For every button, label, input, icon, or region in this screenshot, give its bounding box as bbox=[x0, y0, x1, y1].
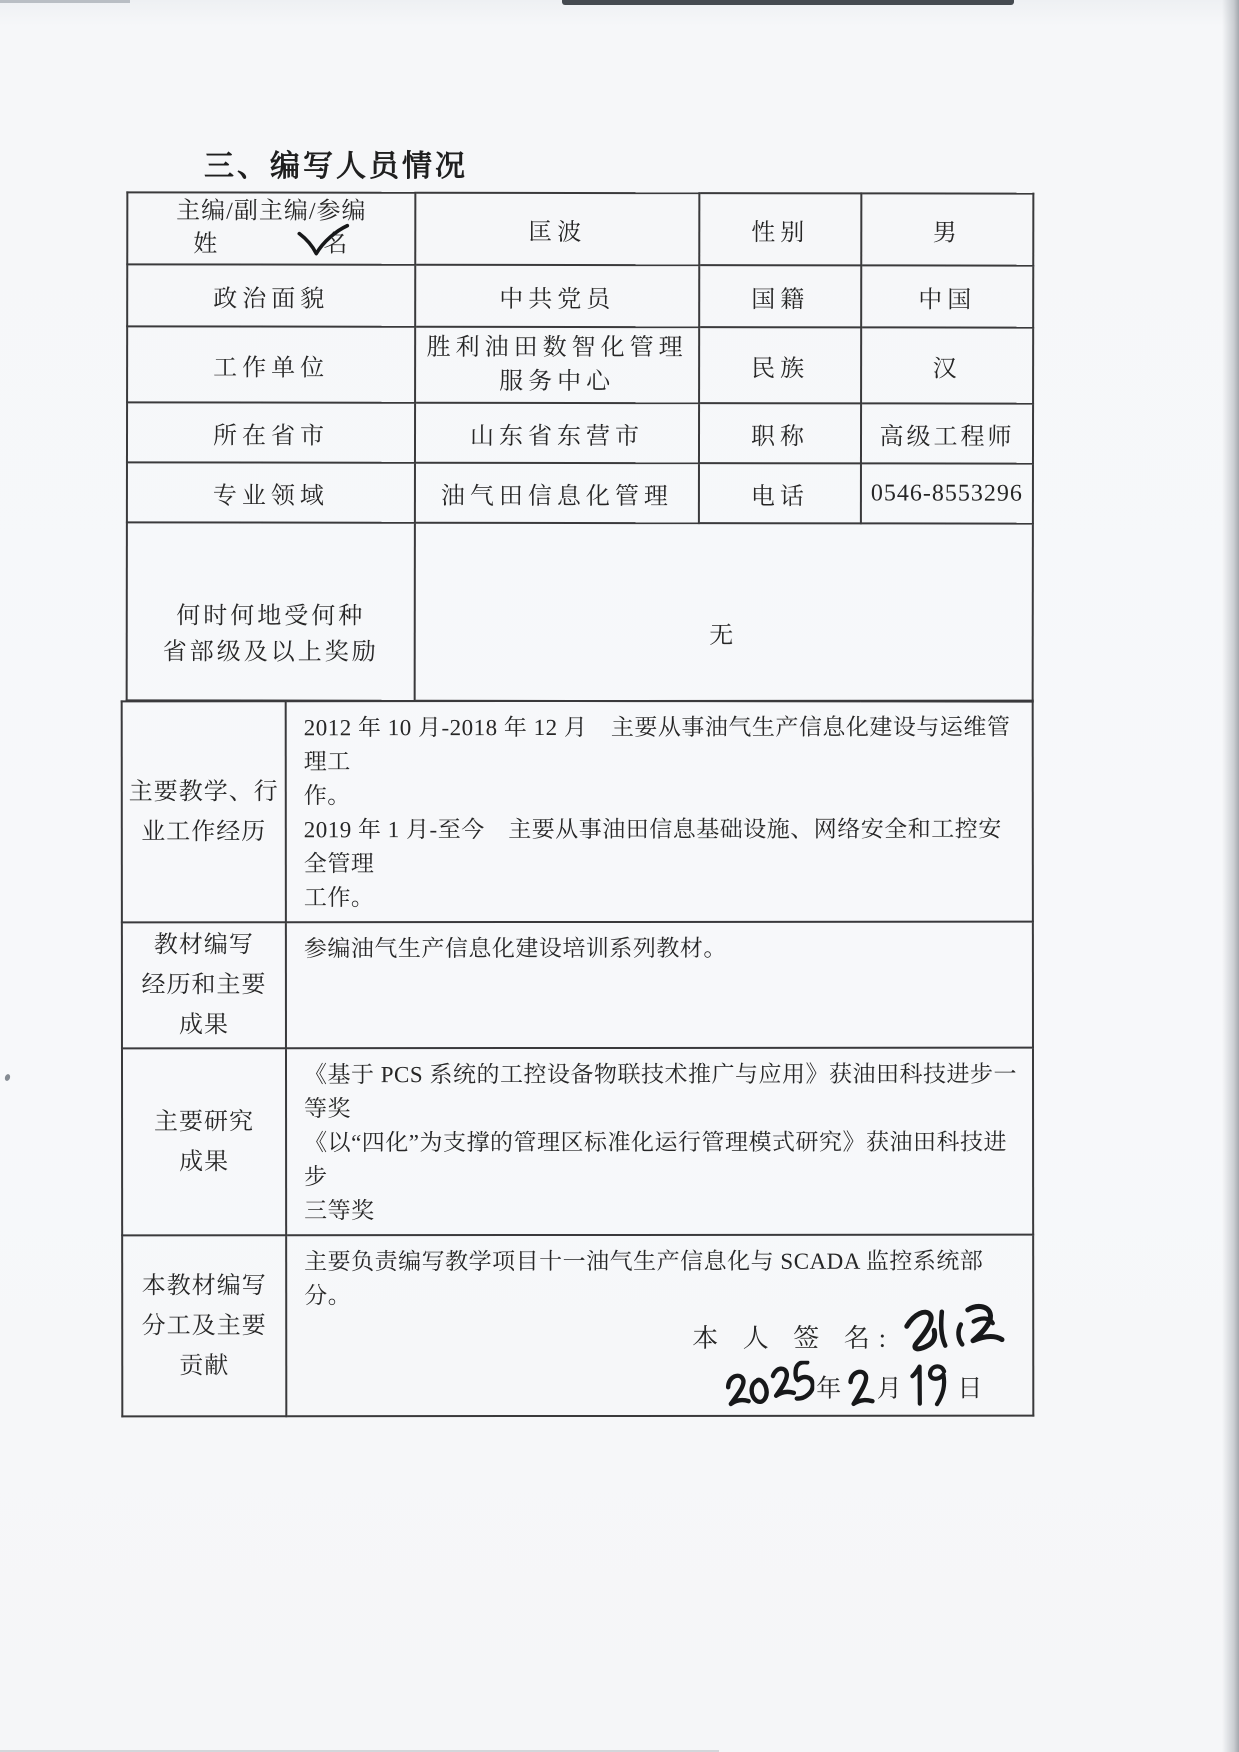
phone-value: 0546-8553296 bbox=[861, 463, 1033, 523]
research-label: 主要研究 成果 bbox=[122, 1048, 286, 1235]
handwritten-checkmark-icon bbox=[296, 224, 350, 258]
handwritten-day bbox=[905, 1363, 955, 1409]
name-role-label: 主编/副主编/参编 bbox=[176, 198, 367, 225]
experience-table bbox=[121, 700, 1035, 1418]
contribution-label: 本教材编写 分工及主要 贡献 bbox=[122, 1235, 286, 1416]
location-value: 山东省东营市 bbox=[415, 403, 699, 463]
table-row bbox=[122, 922, 1033, 1049]
citizenship-label: 国籍 bbox=[699, 265, 861, 327]
textbook-content: 参编油气生产信息化建设培训系列教材。 bbox=[286, 922, 1033, 1049]
name-label-cell bbox=[127, 192, 415, 264]
experience-content: 2012 年 10 月-2018 年 12 月 主要从事油气生产信息化建设与运维管理工 作。 2019 年 1 月-至今 主要从事油田信息基础设施、网络安全和工控安全管理 工作。 bbox=[286, 701, 1033, 923]
political-label: 政治面貌 bbox=[127, 264, 415, 326]
table-row bbox=[127, 402, 1033, 463]
name-value: 匡波 bbox=[415, 193, 699, 265]
field-value: 油气田信息化管理 bbox=[415, 463, 699, 523]
section-title: 三、编写人员情况 bbox=[204, 150, 468, 183]
scan-speck bbox=[4, 1073, 11, 1081]
table-row bbox=[127, 326, 1033, 403]
signature-label: 本 人 签 名: bbox=[692, 1323, 895, 1353]
month-suffix: 月 bbox=[876, 1375, 903, 1403]
location-label: 所在省市 bbox=[127, 402, 415, 462]
award-value: 无 bbox=[415, 523, 1033, 702]
employer-value: 胜利油田数智化管理 服务中心 bbox=[415, 327, 699, 403]
name-label: 姓 名 bbox=[193, 231, 350, 258]
textbook-label: 教材编写 经历和主要 成果 bbox=[122, 922, 286, 1048]
field-label: 专业领域 bbox=[127, 462, 415, 522]
award-label: 何时何地受何种 省部级及以上奖励 bbox=[127, 522, 415, 700]
prof-title-label: 职称 bbox=[699, 403, 861, 463]
employer-label: 工作单位 bbox=[127, 326, 415, 402]
ethnicity-value: 汉 bbox=[861, 327, 1033, 403]
phone-label: 电话 bbox=[699, 463, 861, 523]
handwritten-year bbox=[722, 1361, 814, 1409]
scan-artifact-top bbox=[562, 0, 1014, 5]
year-suffix: 年 bbox=[816, 1375, 842, 1403]
table-row bbox=[122, 1048, 1033, 1236]
political-value: 中共党员 bbox=[415, 265, 699, 327]
signature-date-row bbox=[304, 1361, 1018, 1410]
scan-shadow-right bbox=[1222, 0, 1239, 1752]
gender-label: 性别 bbox=[699, 193, 861, 265]
table-row bbox=[122, 701, 1033, 923]
gender-value: 男 bbox=[861, 193, 1033, 265]
table-row bbox=[127, 192, 1033, 265]
day-suffix: 日 bbox=[957, 1375, 983, 1403]
signature-row bbox=[304, 1317, 1018, 1362]
table-row bbox=[122, 1235, 1033, 1417]
scan-artifact-top-left bbox=[0, 0, 130, 3]
ethnicity-label: 民族 bbox=[699, 327, 861, 403]
table-row bbox=[127, 522, 1033, 701]
handwritten-month bbox=[845, 1365, 875, 1409]
research-content: 《基于 PCS 系统的工控设备物联技术推广与应用》获油田科技进步一等奖 《以“四化”为支撑的管理区标准化运行管理模式研究》获油田科技进步 三等奖 bbox=[286, 1048, 1033, 1236]
prof-title-value: 高级工程师 bbox=[861, 403, 1033, 463]
personal-info-table bbox=[126, 191, 1035, 702]
table-row bbox=[127, 264, 1033, 327]
handwritten-signature bbox=[899, 1301, 1017, 1361]
contribution-content: 主要负责编写教学项目十一油气生产信息化与 SCADA 监控系统部分。 bbox=[304, 1248, 984, 1309]
experience-label: 主要教学、行 业工作经历 bbox=[122, 701, 286, 922]
citizenship-value: 中国 bbox=[861, 265, 1033, 327]
contribution-cell bbox=[286, 1235, 1033, 1417]
table-row bbox=[127, 462, 1033, 523]
